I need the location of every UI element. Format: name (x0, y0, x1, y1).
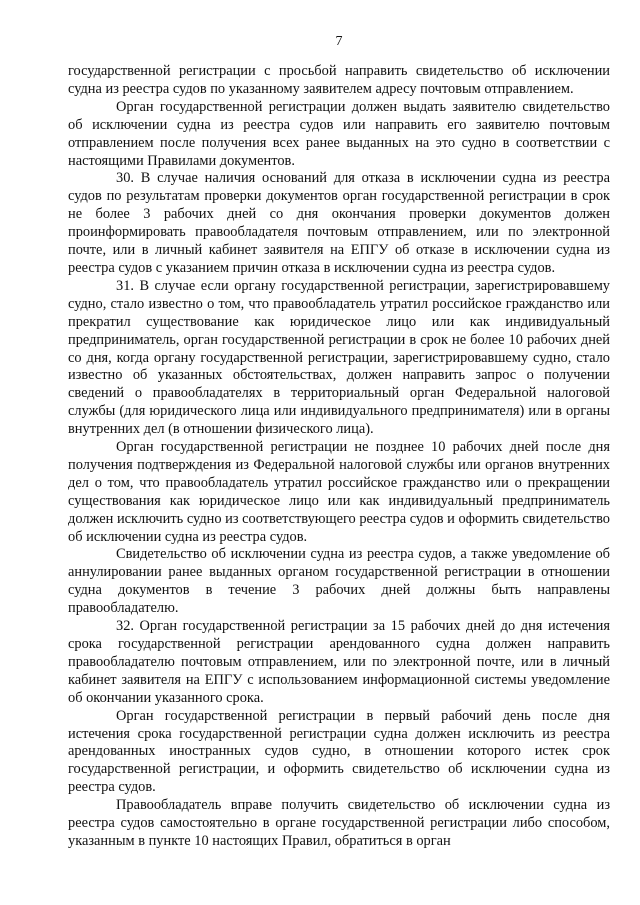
document-body (68, 63, 610, 851)
paragraph-32: 32. Орган государственной регистрации за 15 рабочих дней до дня истечения срока государственной регистрации арендованного судна должен направить правообладателю почтовым отправлением, или по электронной почте, или в личный кабинет заявителя на ЕПГУ с использованием информационной системы уведомление об окончании указанного срока. (68, 618, 610, 706)
paragraph-31-certificate: Свидетельство об исключении судна из реестра судов, а также уведомление об аннулировании ранее выданных органом государственной регистрации в отношении судна документов в течение 3 рабочих дней должны быть направлены правообладателю. (68, 546, 610, 617)
paragraph-continuation: государственной регистрации с просьбой направить свидетельство об исключении судна из реестра судов по указанному заявителем адресу почтовым отправлением. (68, 63, 610, 97)
paragraph-32-expiry: Орган государственной регистрации в первый рабочий день после дня истечения срока государственной регистрации судна должен исключить из реестра арендованных иностранных судов судно, в отношении которого истек срок государственной регистрации, и оформить свидетельство об исключении судна из реестра судов. (68, 707, 610, 796)
paragraph-30: 30. В случае наличия оснований для отказа в исключении судна из реестра судов по результатам проверки документов орган государственной регистрации в срок не более 3 рабочих дней со дня окончания проверки документов должен проинформировать правообладателя почтовым отправлением, или по электронной почте, или в личный кабинет заявителя на ЕПГУ об отказе в исключении судна из реестра судов с указанием причин отказа в исключении судна из реестра судов. (68, 170, 610, 276)
paragraph-certificate-issue: Орган государственной регистрации должен выдать заявителю свидетельство об исключении судна из реестра судов или направить его заявителю почтовым отправлением после получения всех ранее выданных на это судно в соответствии с настоящими Правилами документов. (68, 98, 610, 169)
paragraph-31-exclusion: Орган государственной регистрации не позднее 10 рабочих дней после дня получения подтверждения из Федеральной налоговой службы или органов внутренних дел о том, что правообладатель утратил российское гражданство или о прекращении существования как юридическое лицо или как индивидуальный предприниматель должен исключить судно из соответствующего реестра судов и оформить свидетельство об исключении судна из реестра судов. (68, 439, 610, 545)
paragraph-rights-holder: Правообладатель вправе получить свидетельство об исключении судна из реестра судов самостоятельно в органе государственной регистрации либо способом, указанным в пункте 10 настоящих Правил, обратиться в орган (68, 797, 610, 849)
page-number: 7 (335, 34, 343, 49)
paragraph-31: 31. В случае если органу государственной регистрации, зарегистрировавшему судно, стало известно о том, что правообладатель утратил российское гражданство или прекратил существование как юридическое лицо или как индивидуальный предприниматель, орган государственной регистрации в срок не более 10 рабочих дней со дня, когда органу государственной регистрации, зарегистрировавшему судно, стало известно об указанных обстоятельствах, должен направить запрос о получении сведений о правообладателях в территориальный орган Федеральной налоговой службы (для юридического лица или индивидуального предпринимателя) или в органы внутренних дел (в отношении физического лица). (68, 277, 610, 438)
